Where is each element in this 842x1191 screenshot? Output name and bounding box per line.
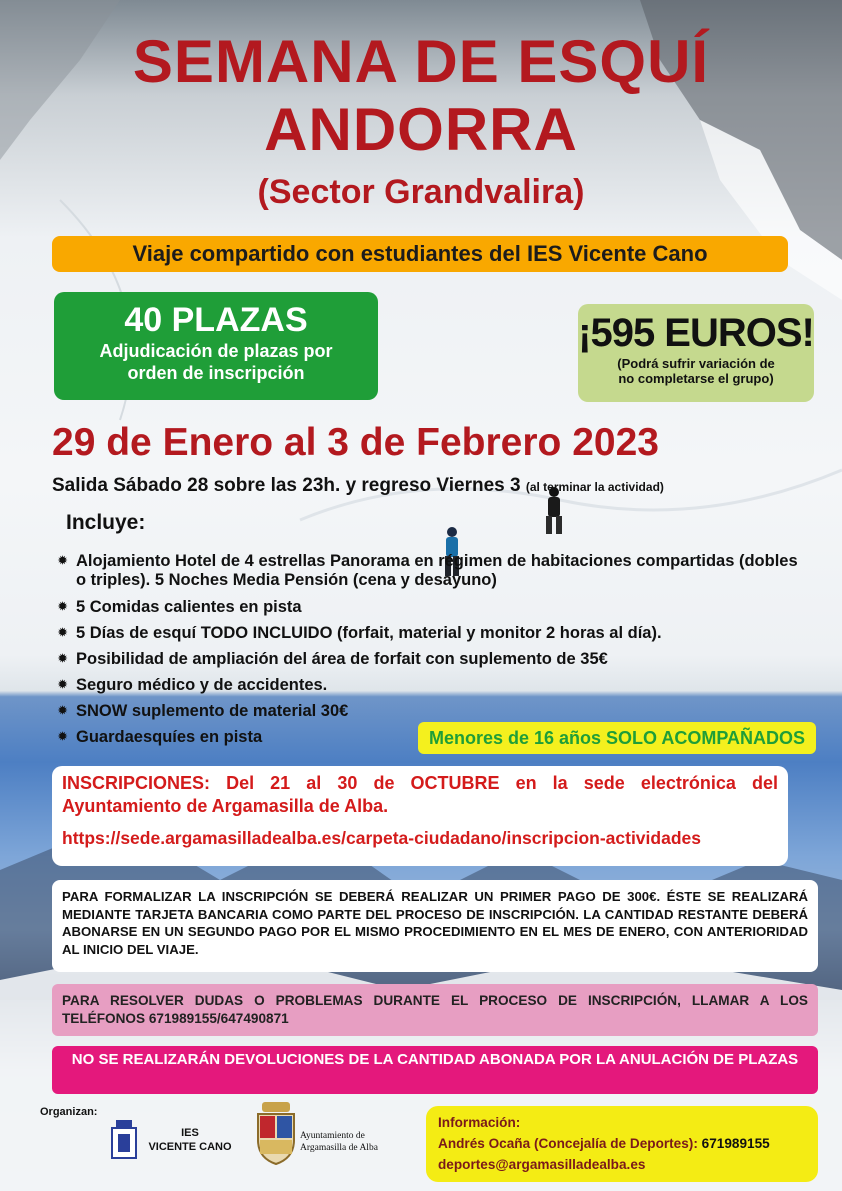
info-title: Información: xyxy=(438,1115,521,1130)
shared-trip-banner: Viaje compartido con estudiantes del IES Vicente Cano xyxy=(52,236,788,272)
refunds-box: NO SE REALIZARÁN DEVOLUCIONES DE LA CANTIDAD ABONADA POR LA ANULACIÓN DE PLAZAS xyxy=(52,1046,818,1094)
bullet-icon: ✹ xyxy=(58,653,68,665)
departure-note: (al terminar la actividad) xyxy=(525,480,664,494)
ies-name xyxy=(142,1126,238,1154)
price-note-2: no completarse el grupo) xyxy=(618,371,774,386)
ayuntamiento-crest-icon xyxy=(252,1100,300,1166)
bullet-icon: ✹ xyxy=(58,705,68,717)
plazas-count: 40 PLAZAS xyxy=(124,301,308,339)
title-line-2: ANDORRA xyxy=(264,96,578,163)
title-line-3: (Sector Grandvalira) xyxy=(257,173,585,211)
title-line-1: SEMANA DE ESQUÍ xyxy=(132,28,710,95)
list-item: ✹ 5 Comidas calientes en pista xyxy=(58,598,302,616)
list-item: ✹ Alojamiento Hotel de 4 estrellas Panorama en régimen de habitaciones compartidas (dobles o triples). 5 Noches Media Pensión (cena y desayuno) xyxy=(58,552,798,589)
ies-name-line-1: IES xyxy=(181,1127,199,1139)
list-item: ✹ Guardaesquíes en pista xyxy=(58,728,263,746)
inscripciones-box xyxy=(52,766,788,866)
trip-dates: 29 de Enero al 3 de Febrero 2023 xyxy=(52,421,659,464)
plazas-line-2: orden de inscripción xyxy=(127,363,305,383)
ayto-name-line-2: Argamasilla de Alba xyxy=(300,1143,378,1153)
info-contact: Andrés Ocaña (Concejalía de Deportes): 671989155 xyxy=(438,1136,770,1151)
bullet-icon: ✹ xyxy=(58,627,68,639)
inscripcion-link[interactable]: https://sede.argamasilladealba.es/carpeta-ciudadano/inscripcion-actividades xyxy=(62,828,701,848)
ies-logo-icon xyxy=(108,1118,140,1162)
doubts-box: PARA RESOLVER DUDAS O PROBLEMAS DURANTE EL PROCESO DE INSCRIPCIÓN, LLAMAR A LOS TELÉFONOS 671989155/647490871 xyxy=(52,984,818,1036)
bullet-icon: ✹ xyxy=(58,555,68,567)
inscripciones-text: INSCRIPCIONES: Del 21 al 30 de OCTUBRE en la sede electrónica del Ayuntamiento de Argamasilla de Alba. xyxy=(62,773,778,816)
price-box xyxy=(578,304,814,402)
ayuntamiento-name xyxy=(300,1130,378,1154)
list-item: ✹ Posibilidad de ampliación del área de forfait con suplemento de 35€ xyxy=(58,650,608,668)
bullet-icon: ✹ xyxy=(58,601,68,613)
price-note-1: (Podrá sufrir variación de xyxy=(617,356,775,371)
includes-title: Incluye: xyxy=(66,511,146,534)
plazas-line-1: Adjudicación de plazas por xyxy=(99,341,333,361)
info-phone: 671989155 xyxy=(701,1136,770,1151)
info-email[interactable]: deportes@argamasilladealba.es xyxy=(438,1157,646,1172)
price-amount: ¡595 EUROS! xyxy=(578,311,814,355)
list-item: ✹ SNOW suplemento de material 30€ xyxy=(58,702,349,720)
bullet-icon: ✹ xyxy=(58,679,68,691)
departure-text: Salida Sábado 28 sobre las 23h. y regreso Viernes 3 xyxy=(52,475,521,496)
departure-info xyxy=(52,474,664,499)
ies-name-line-2: VICENTE CANO xyxy=(148,1141,232,1153)
payment-box: PARA FORMALIZAR LA INSCRIPCIÓN SE DEBERÁ REALIZAR UN PRIMER PAGO DE 300€. ÉSTE SE REALIZARÁ MEDIANTE TARJETA BANCARIA COMO PARTE DEL PROCESO DE INSCRIPCIÓN. LA CANTIDAD RESTANTE DEBERÁ ABONARSE EN UN SEGUNDO PAGO POR EL MISMO PROCEDIMIENTO EN EL MES DE ENERO, CON ANTERIORIDAD AL INICIO DEL VIAJE. xyxy=(52,880,818,972)
list-item: ✹ Seguro médico y de accidentes. xyxy=(58,676,328,694)
plazas-box xyxy=(54,292,378,400)
info-box xyxy=(426,1106,818,1182)
minors-notice: Menores de 16 años SOLO ACOMPAÑADOS xyxy=(418,722,816,754)
ayto-name-line-1: Ayuntamiento de xyxy=(300,1131,365,1141)
list-item: ✹ 5 Días de esquí TODO INCLUIDO (forfait, material y monitor 2 horas al día). xyxy=(58,624,662,642)
bullet-icon: ✹ xyxy=(58,731,68,743)
organizers-label: Organizan: xyxy=(40,1106,98,1118)
